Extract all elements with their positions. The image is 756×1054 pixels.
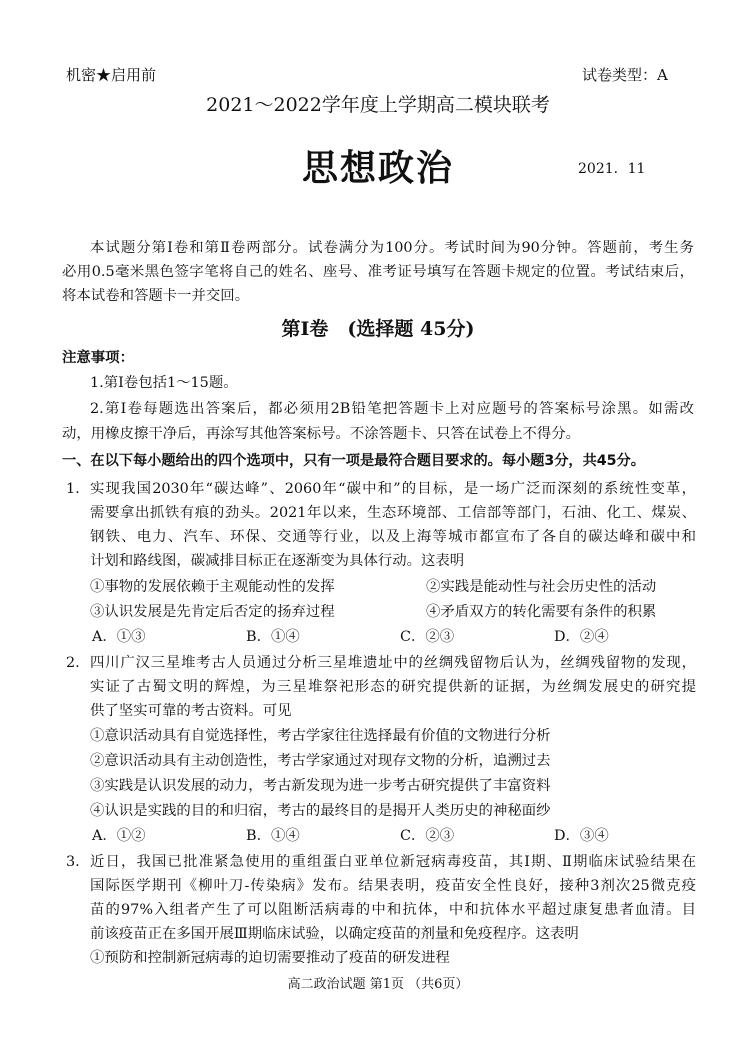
question-2-item-2: ②意识活动具有主动创造性，考古学家通过对现存文物的分析，追溯过去 bbox=[90, 753, 551, 769]
question-3-stem-2: 国际医学期刊《柳叶刀-传染病》发布。结果表明，疫苗安全性良好，接种3剂次25微克疫 bbox=[90, 878, 696, 894]
question-2-choice-a[interactable]: A．①② bbox=[92, 828, 146, 844]
question-1-item-1: ①事物的发展依赖于主观能动性的发挥 bbox=[90, 579, 335, 595]
page-footer: 高二政治试题 第1页 （共6页） bbox=[287, 977, 469, 992]
question-number: 2. bbox=[66, 655, 80, 671]
question-2-choice-c[interactable]: C．②③ bbox=[400, 828, 455, 844]
confidential-mark: 机密★启用前 bbox=[66, 66, 157, 84]
question-1-item-2: ②实践是能动性与社会历史性的活动 bbox=[426, 579, 657, 595]
question-2-item-4: ④认识是实践的目的和归宿，考古的最终目的是揭开人类历史的神秘面纱 bbox=[90, 803, 551, 819]
question-1-stem-3: 钢铁、电力、汽车、环保、交通等行业，以及上海等城市都宣布了各自的碳达峰和碳中和 bbox=[90, 529, 696, 545]
question-1-choice-c[interactable]: C．②③ bbox=[400, 629, 455, 645]
section-instruction: 一、在以下每小题给出的四个选项中，只有一项是最符合题目要求的。每小题3分，共45分。 bbox=[62, 453, 645, 469]
notes-label: 注意事项： bbox=[62, 350, 134, 366]
question-1-stem-1: 实现我国2030年“碳达峰”、2060年“碳中和”的目标，是一场广泛而深刻的系统性变革， bbox=[90, 481, 696, 497]
intro-line-3: 将本试卷和答题卡一并交回。 bbox=[62, 288, 250, 304]
question-1-stem-4: 计划和路线图，碳减排目标正在逐渐变为具体行动。这表明 bbox=[90, 553, 465, 569]
question-2-item-3: ③实践是认识发展的动力，考古新发现为进一步考古研究提供了丰富资料 bbox=[90, 778, 551, 794]
question-1-choice-a[interactable]: A．①③ bbox=[92, 629, 146, 645]
question-1-stem-2: 需要拿出抓铁有痕的劲头。2021年以来，生态环境部、工信部等部门，石油、化工、煤炭、 bbox=[90, 505, 696, 521]
question-3-stem-1: 近日，我国已批准紧急使用的重组蛋白亚单位新冠病毒疫苗，其Ⅰ期、Ⅱ期临床试验结果在 bbox=[90, 854, 696, 870]
question-1-choice-d[interactable]: D．②④ bbox=[554, 629, 609, 645]
question-1-item-3: ③认识发展是先肯定后否定的扬弃过程 bbox=[90, 604, 335, 620]
question-1-item-4: ④矛盾双方的转化需要有条件的积累 bbox=[426, 604, 657, 620]
question-number: 3. bbox=[66, 854, 80, 870]
question-3-stem-3: 苗的97%入组者产生了可以阻断活病毒的中和抗体，中和抗体水平超过康复患者血清。目 bbox=[90, 902, 696, 918]
question-2-stem-2: 实证了古蜀文明的辉煌，为三星堆祭祀形态的研究提供新的证据，为丝绸发展史的研究提 bbox=[90, 679, 696, 695]
exam-date: 2021．11 bbox=[578, 161, 646, 177]
question-2-item-1: ①意识活动具有自觉选择性，考古学家往往选择最有价值的文物进行分析 bbox=[90, 728, 551, 744]
exam-title: 2021～2022学年度上学期高二模块联考 bbox=[206, 94, 550, 116]
question-2-stem-1: 四川广汉三星堆考古人员通过分析三星堆遗址中的丝绸残留物后认为，丝绸残留物的发现， bbox=[90, 655, 696, 671]
question-2-stem-3: 供了坚实可靠的考古资料。可见 bbox=[90, 703, 292, 719]
paper-type: 试卷类型：A bbox=[582, 66, 668, 84]
question-number: 1. bbox=[66, 481, 80, 497]
intro-line-2: 必用0.5毫米黑色签字笔将自己的姓名、座号、准考证号填写在答题卡规定的位置。考试结束后， bbox=[62, 264, 694, 280]
question-1-choice-b[interactable]: B．①④ bbox=[246, 629, 300, 645]
question-3-stem-4: 前该疫苗正在多国开展Ⅲ期临床试验，以确定疫苗的剂量和免疫程序。这表明 bbox=[90, 926, 579, 942]
subject-title: 思想政治 bbox=[301, 148, 454, 189]
question-3-item-1: ①预防和控制新冠病毒的迫切需要推动了疫苗的研发进程 bbox=[90, 950, 450, 966]
question-2-choice-b[interactable]: B．①④ bbox=[246, 828, 300, 844]
note-1: 1.第Ⅰ卷包括1～15题。 bbox=[90, 375, 238, 391]
note-2: 2.第Ⅰ卷每题选出答案后，都必须用2B铅笔把答题卡上对应题号的答案标号涂黑。如需改 bbox=[90, 401, 694, 417]
question-2-choice-d[interactable]: D．③④ bbox=[554, 828, 609, 844]
section-title: 第Ⅰ卷 (选择题 45分) bbox=[281, 318, 475, 340]
note-2-cont: 动，用橡皮擦干净后，再涂写其他答案标号。不涂答题卡、只答在试卷上不得分。 bbox=[62, 426, 581, 442]
intro-line-1: 本试题分第Ⅰ卷和第Ⅱ卷两部分。试卷满分为100分。考试时间为90分钟。答题前，考生务 bbox=[90, 240, 694, 256]
